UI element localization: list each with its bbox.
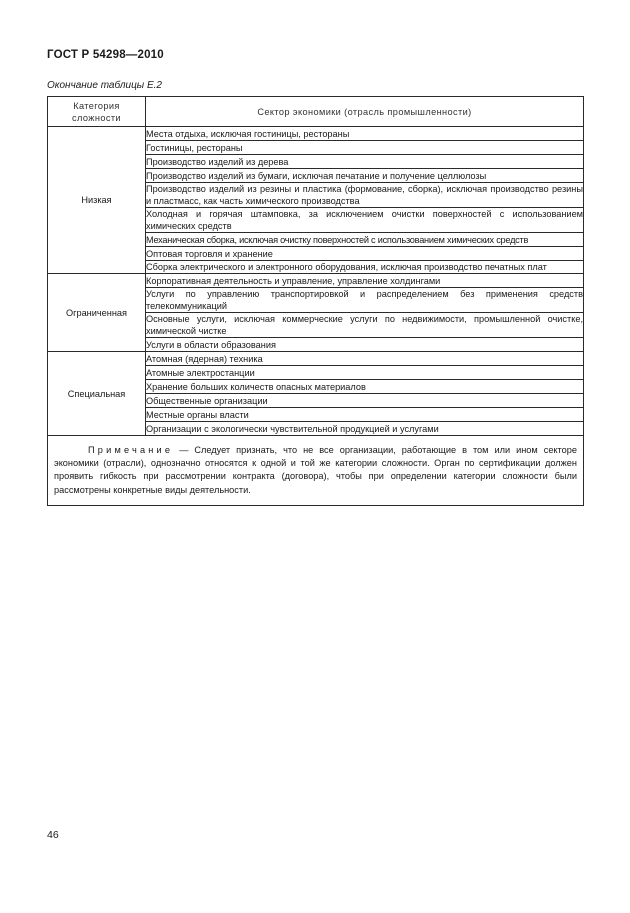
sector-cell: Услуги по управлению транспортировкой и распределением без применения средств телекоммуникаций [146, 289, 583, 311]
category-cell: Ограниченная [48, 274, 146, 352]
table-header-row [48, 97, 584, 127]
table-note-row [48, 436, 584, 506]
sector-cell: Атомные электростанции [146, 366, 584, 380]
category-cell: Специальная [48, 352, 146, 436]
table-row [48, 274, 584, 288]
sector-cell: Производство изделий из бумаги, исключая печатание и получение целлюлозы [146, 169, 584, 183]
sector-cell: Сборка электрического и электронного оборудования, исключая производство печатных плат [146, 261, 584, 274]
table-note [48, 436, 584, 506]
table-row [48, 127, 584, 141]
note-text: — Следует признать, что не все организации, работающие в том или ином секторе экономики (отрасли), однозначно относятся к одной и той же категории сложности. Орган по сертификации должен проявить гибкость при рассмотрении контракта (договора), чтобы при определении категории сложности были рассмотрены конкретные виды деятельности. [54, 445, 577, 495]
column-header-category: Категория сложности [48, 97, 146, 127]
document-code: ГОСТ Р 54298—2010 [47, 49, 164, 61]
category-cell: Низкая [48, 127, 146, 274]
sector-cell: Основные услуги, исключая коммерческие услуги по недвижимости, промышленной очистке, химической чистке [146, 314, 583, 336]
table-row [48, 352, 584, 366]
sector-cell: Гостиницы, рестораны [146, 141, 584, 155]
sector-cell: Производство изделий из дерева [146, 155, 584, 169]
sector-cell: Холодная и горячая штамповка, за исключением очистки поверхностей с использованием химических средств [146, 209, 583, 231]
sector-cell: Хранение больших количеств опасных материалов [146, 380, 584, 394]
sector-cell: Услуги в области образования [146, 338, 584, 352]
column-header-sector: Сектор экономики (отрасль промышленности) [146, 97, 584, 127]
table-caption: Окончание таблицы Е.2 [47, 80, 162, 91]
sector-cell: Корпоративная деятельность и управление, управление холдингами [146, 274, 584, 288]
sector-cell: Атомная (ядерная) техника [146, 352, 584, 366]
sector-cell: Места отдыха, исключая гостиницы, рестораны [146, 127, 584, 141]
page-number: 46 [47, 829, 59, 841]
complexity-table [47, 96, 584, 506]
note-label: Примечание [88, 445, 174, 455]
sector-cell: Механическая сборка, исключая очистку поверхностей с использованием химических средств [146, 233, 584, 247]
sector-cell: Производство изделий из резины и пластика (формование, сборка), исключая производство резины и пластмасс, как часть химического производства [146, 184, 583, 206]
sector-cell: Общественные организации [146, 394, 584, 408]
sector-cell: Местные органы власти [146, 408, 584, 422]
sector-cell: Организации с экологически чувствительной продукцией и услугами [146, 422, 584, 436]
sector-cell: Оптовая торговля и хранение [146, 247, 584, 261]
